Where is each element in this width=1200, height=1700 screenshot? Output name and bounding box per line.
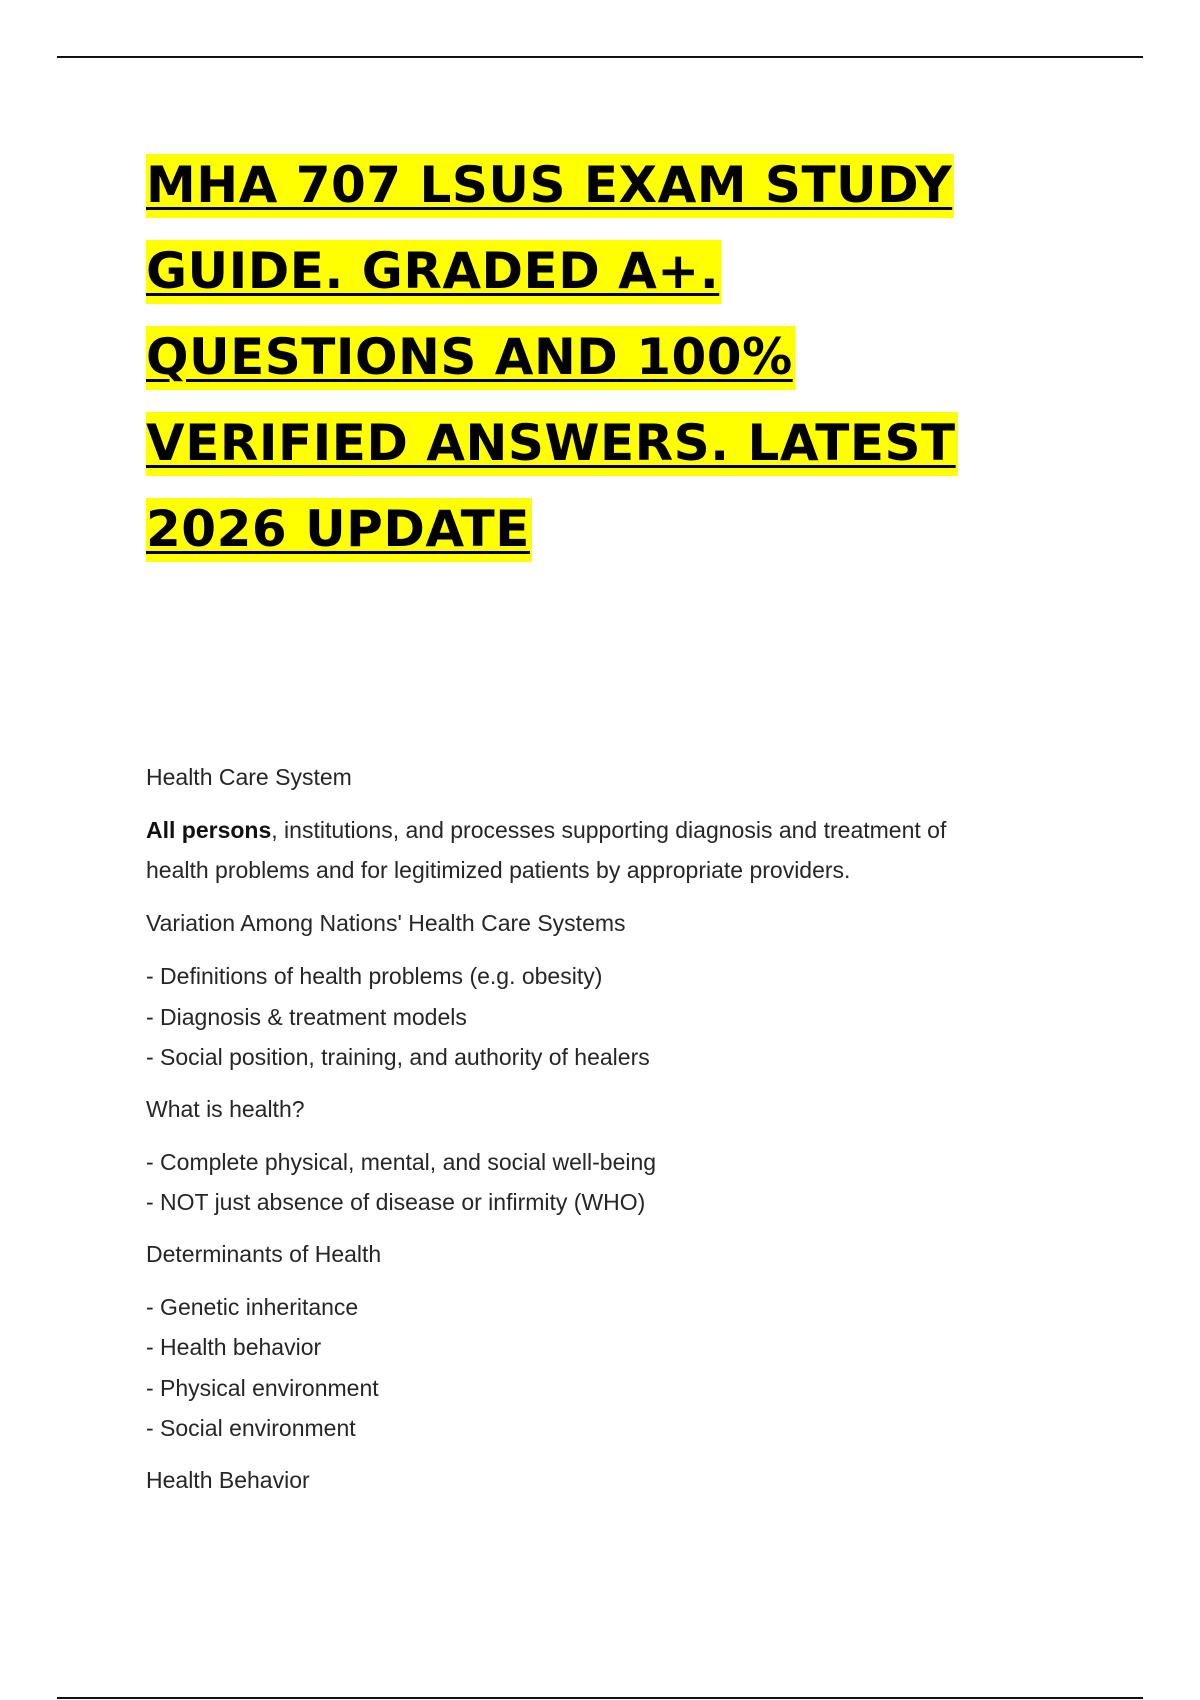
study-guide-body: [146, 760, 1066, 1513]
answer-list-what-is-health: [146, 1142, 1066, 1223]
list-item: - Health behavior: [146, 1334, 322, 1360]
question-health-care-system: Health Care System: [146, 764, 352, 790]
top-divider: [57, 56, 1143, 58]
bottom-divider: [57, 1697, 1143, 1699]
list-item: - Social position, training, and authority of healers: [146, 1044, 650, 1070]
question-what-is-health: What is health?: [146, 1095, 305, 1122]
title-line: 2026 UPDATE: [146, 486, 1046, 572]
answer-list-determinants: [146, 1287, 1066, 1449]
answer-text-line2: health problems and for legitimized patients by appropriate providers.: [146, 857, 851, 883]
answer-list-variation: [146, 956, 1066, 1078]
title-line: GUIDE. GRADED A+.: [146, 228, 1046, 314]
answer-bold-lead: All persons: [146, 817, 272, 843]
list-item: - Definitions of health problems (e.g. obesity): [146, 963, 603, 989]
list-item: - Social environment: [146, 1415, 356, 1441]
title-line: QUESTIONS AND 100%: [146, 314, 1046, 400]
question-determinants-of-health: Determinants of Health: [146, 1240, 382, 1267]
answer-text-line1: , institutions, and processes supporting diagnosis and treatment of: [271, 817, 947, 843]
title-line: VERIFIED ANSWERS. LATEST: [146, 400, 1046, 486]
question-health-behavior: Health Behavior: [146, 1466, 310, 1493]
document-title: [146, 142, 1046, 572]
title-line: MHA 707 LSUS EXAM STUDY: [146, 142, 1046, 228]
question-variation-among-nations: Variation Among Nations' Health Care Systems: [146, 910, 626, 936]
list-item: - Diagnosis & treatment models: [146, 1003, 467, 1030]
list-item: - Physical environment: [146, 1374, 379, 1401]
list-item: - NOT just absence of disease or infirmity (WHO): [146, 1189, 646, 1215]
answer-health-care-system: [146, 810, 1066, 890]
list-item: - Complete physical, mental, and social well-being: [146, 1148, 657, 1175]
list-item: - Genetic inheritance: [146, 1293, 359, 1320]
